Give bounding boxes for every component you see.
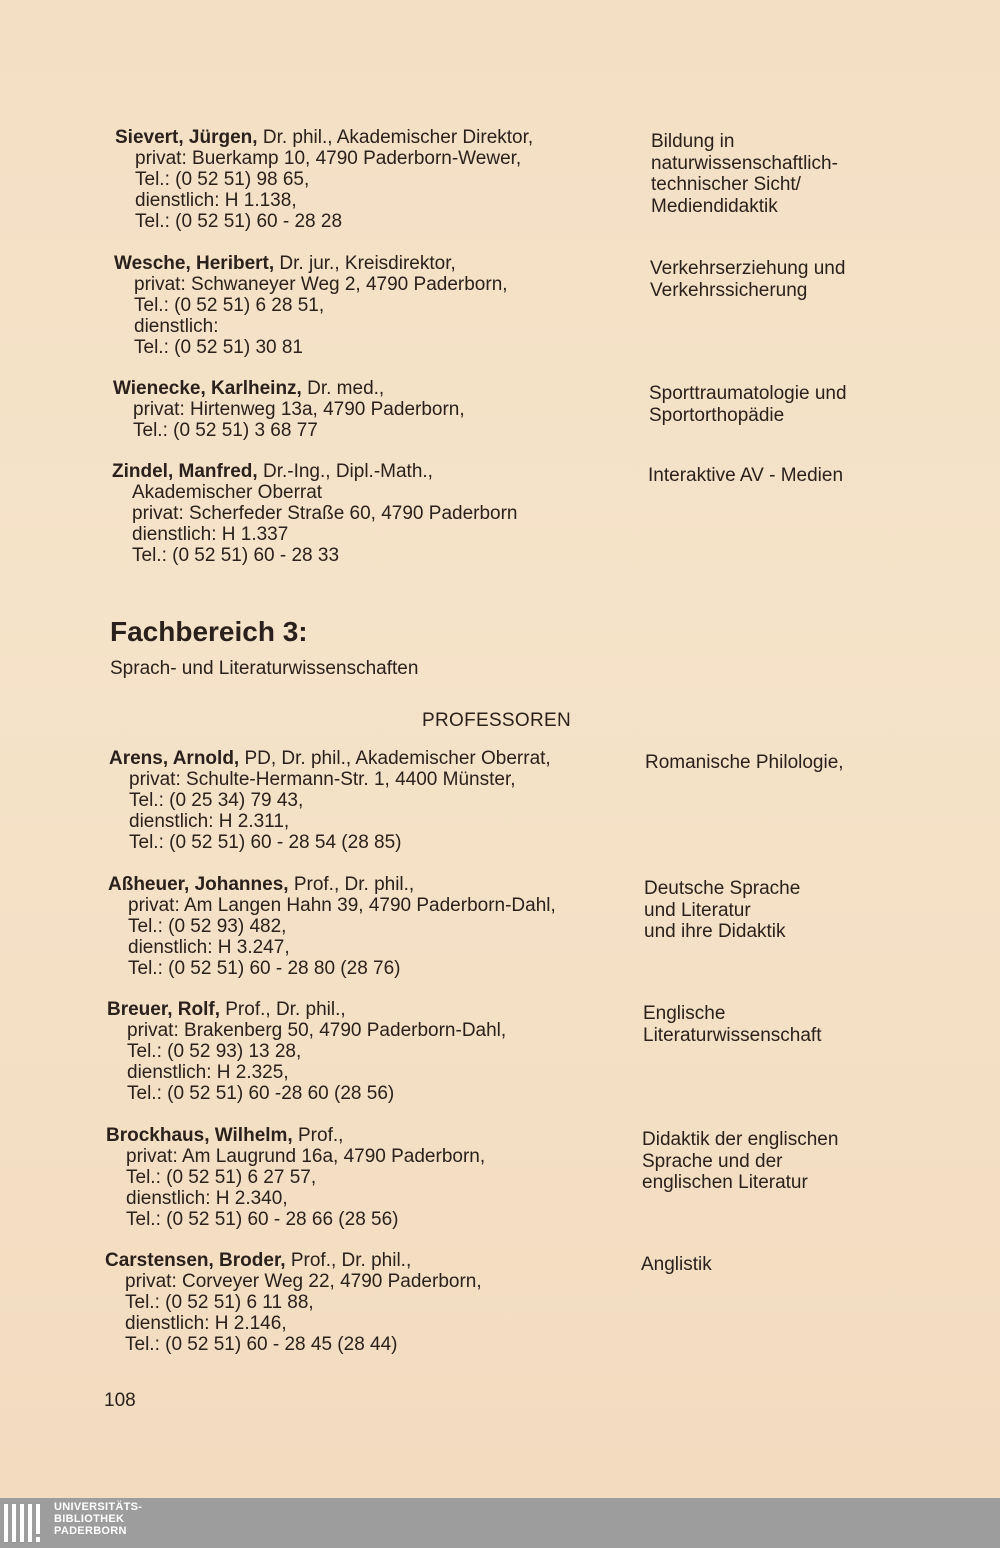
page-number: 108 [104, 1390, 136, 1411]
staff-detail-line: dienstlich: H 2.311, [129, 811, 290, 832]
staff-title: Dr. phil., Akademischer Direktor, [257, 127, 534, 148]
staff-detail-line: Tel.: (0 52 51) 98 65, [135, 169, 310, 190]
staff-entry [114, 253, 508, 358]
subject-line: Verkehrssicherung [650, 279, 808, 301]
staff-detail-line: Tel.: (0 52 51) 60 - 28 33 [132, 545, 340, 566]
section-heading: Fachbereich 3: [110, 616, 308, 647]
staff-detail-line: privat: Scherfeder Straße 60, 4790 Paderborn [132, 503, 518, 524]
subject-area [641, 1254, 712, 1276]
staff-detail-line: dienstlich: H 1.138, [135, 190, 297, 211]
subject-line: Mediendidaktik [651, 195, 778, 217]
staff-detail-line: Tel.: (0 52 51) 6 28 51, [134, 295, 325, 316]
staff-detail-line: Tel.: (0 52 51) 60 - 28 54 (28 85) [129, 832, 402, 853]
subject-line: Didaktik der englischen [642, 1129, 839, 1150]
staff-detail-line: privat: Schwaneyer Weg 2, 4790 Paderborn, [134, 274, 508, 295]
subject-line: Verkehrserziehung und [650, 258, 846, 279]
subject-line: Englische [643, 1003, 726, 1024]
staff-detail-line: Tel.: (0 52 51) 60 - 28 80 (28 76) [128, 958, 401, 979]
staff-detail-line: privat: Corveyer Weg 22, 4790 Paderborn, [125, 1271, 482, 1292]
subject-area [643, 1003, 821, 1046]
library-logo-text: UNIVERSITÄTS- BIBLIOTHEK PADERBORN [54, 1501, 143, 1537]
staff-entry [107, 999, 506, 1104]
staff-name: Breuer, Rolf, [107, 999, 220, 1020]
subject-line: Sporttraumatologie und [649, 383, 847, 404]
subject-line: und Literatur [644, 899, 751, 921]
staff-detail-line: Tel.: (0 52 93) 482, [128, 916, 287, 937]
subject-line: Romanische Philologie, [645, 752, 844, 773]
staff-entry [108, 874, 556, 979]
staff-entry [112, 461, 518, 566]
subject-area [649, 383, 847, 426]
staff-detail-line: dienstlich: H 1.337 [132, 524, 289, 545]
staff-title: Dr. med., [301, 378, 385, 399]
staff-entry [109, 748, 551, 853]
group-label: PROFESSOREN [422, 710, 571, 731]
subject-line: und ihre Didaktik [644, 921, 786, 942]
subject-area [642, 1129, 838, 1194]
subject-area [644, 878, 800, 943]
staff-detail-line: Tel.: (0 25 34) 79 43, [129, 790, 304, 811]
subject-line: technischer Sicht/ [651, 174, 801, 195]
staff-detail-line: privat: Am Laugrund 16a, 4790 Paderborn, [126, 1146, 486, 1167]
subject-area [648, 465, 843, 487]
staff-name: Wesche, Heribert, [114, 253, 275, 274]
subject-line: naturwissenschaftlich- [651, 152, 838, 174]
staff-title: PD, Dr. phil., Akademischer Oberrat, [239, 748, 551, 769]
library-footer-bar [0, 1498, 1000, 1548]
section-subtitle: Sprach- und Literaturwissenschaften [110, 658, 419, 679]
staff-detail-line: privat: Hirtenweg 13a, 4790 Paderborn, [133, 399, 465, 420]
staff-detail-line: Akademischer Oberrat [132, 482, 323, 503]
staff-entry [115, 127, 533, 232]
staff-name: Wienecke, Karlheinz, [113, 378, 302, 399]
staff-detail-line: Tel.: (0 52 51) 3 68 77 [133, 420, 318, 441]
staff-entry [105, 1250, 482, 1355]
staff-detail-line: privat: Schulte-Hermann-Str. 1, 4400 Münster, [129, 769, 516, 790]
staff-detail-line: dienstlich: H 3.247, [128, 937, 290, 958]
staff-detail-line: privat: Brakenberg 50, 4790 Paderborn-Dahl, [127, 1020, 507, 1041]
staff-detail-line: Tel.: (0 52 51) 60 - 28 45 (28 44) [125, 1334, 398, 1355]
staff-name: Carstensen, Broder, [105, 1250, 286, 1271]
staff-title: Prof., Dr. phil., [288, 874, 415, 895]
subject-area [651, 131, 838, 217]
staff-detail-line: privat: Buerkamp 10, 4790 Paderborn-Wewer, [135, 148, 522, 169]
staff-detail-line: dienstlich: H 2.340, [126, 1188, 288, 1209]
subject-line: Deutsche Sprache [644, 878, 801, 899]
staff-name: Aßheuer, Johannes, [108, 874, 289, 895]
subject-line: Sprache und der [642, 1150, 783, 1172]
subject-area [650, 258, 845, 301]
staff-detail-line: dienstlich: H 2.325, [127, 1062, 289, 1083]
staff-title: Prof., Dr. phil., [219, 999, 346, 1020]
staff-entry [106, 1125, 485, 1230]
staff-title: Dr.-Ing., Dipl.-Math., [257, 461, 433, 482]
library-logo-icon [2, 1500, 48, 1546]
staff-name: Zindel, Manfred, [112, 461, 258, 482]
subject-line: englischen Literatur [642, 1172, 808, 1193]
staff-detail-line: Tel.: (0 52 51) 60 -28 60 (28 56) [127, 1083, 395, 1104]
staff-name: Arens, Arnold, [109, 748, 240, 769]
staff-detail-line: Tel.: (0 52 51) 6 27 57, [126, 1167, 317, 1188]
subject-area [645, 752, 844, 774]
subject-line: Bildung in [651, 131, 735, 152]
staff-title: Dr. jur., Kreisdirektor, [274, 253, 456, 274]
staff-entry [113, 378, 465, 441]
subject-line: Anglistik [641, 1254, 712, 1275]
staff-detail-line: Tel.: (0 52 51) 60 - 28 28 [135, 211, 343, 232]
staff-name: Sievert, Jürgen, [115, 127, 258, 148]
staff-detail-line: Tel.: (0 52 51) 6 11 88, [125, 1292, 314, 1313]
staff-detail-line: dienstlich: H 2.146, [125, 1313, 287, 1334]
staff-title: Prof., [292, 1125, 344, 1146]
staff-detail-line: privat: Am Langen Hahn 39, 4790 Paderborn-Dahl, [128, 895, 556, 916]
staff-name: Brockhaus, Wilhelm, [106, 1125, 293, 1146]
staff-title: Prof., Dr. phil., [285, 1250, 412, 1271]
staff-detail-line: dienstlich: [134, 316, 219, 337]
subject-line: Literaturwissenschaft [643, 1024, 822, 1046]
staff-detail-line: Tel.: (0 52 51) 30 81 [134, 337, 303, 358]
subject-line: Sportorthopädie [649, 404, 785, 426]
staff-detail-line: Tel.: (0 52 93) 13 28, [127, 1041, 302, 1062]
staff-detail-line: Tel.: (0 52 51) 60 - 28 66 (28 56) [126, 1209, 399, 1230]
subject-line: Interaktive AV - Medien [648, 465, 844, 486]
